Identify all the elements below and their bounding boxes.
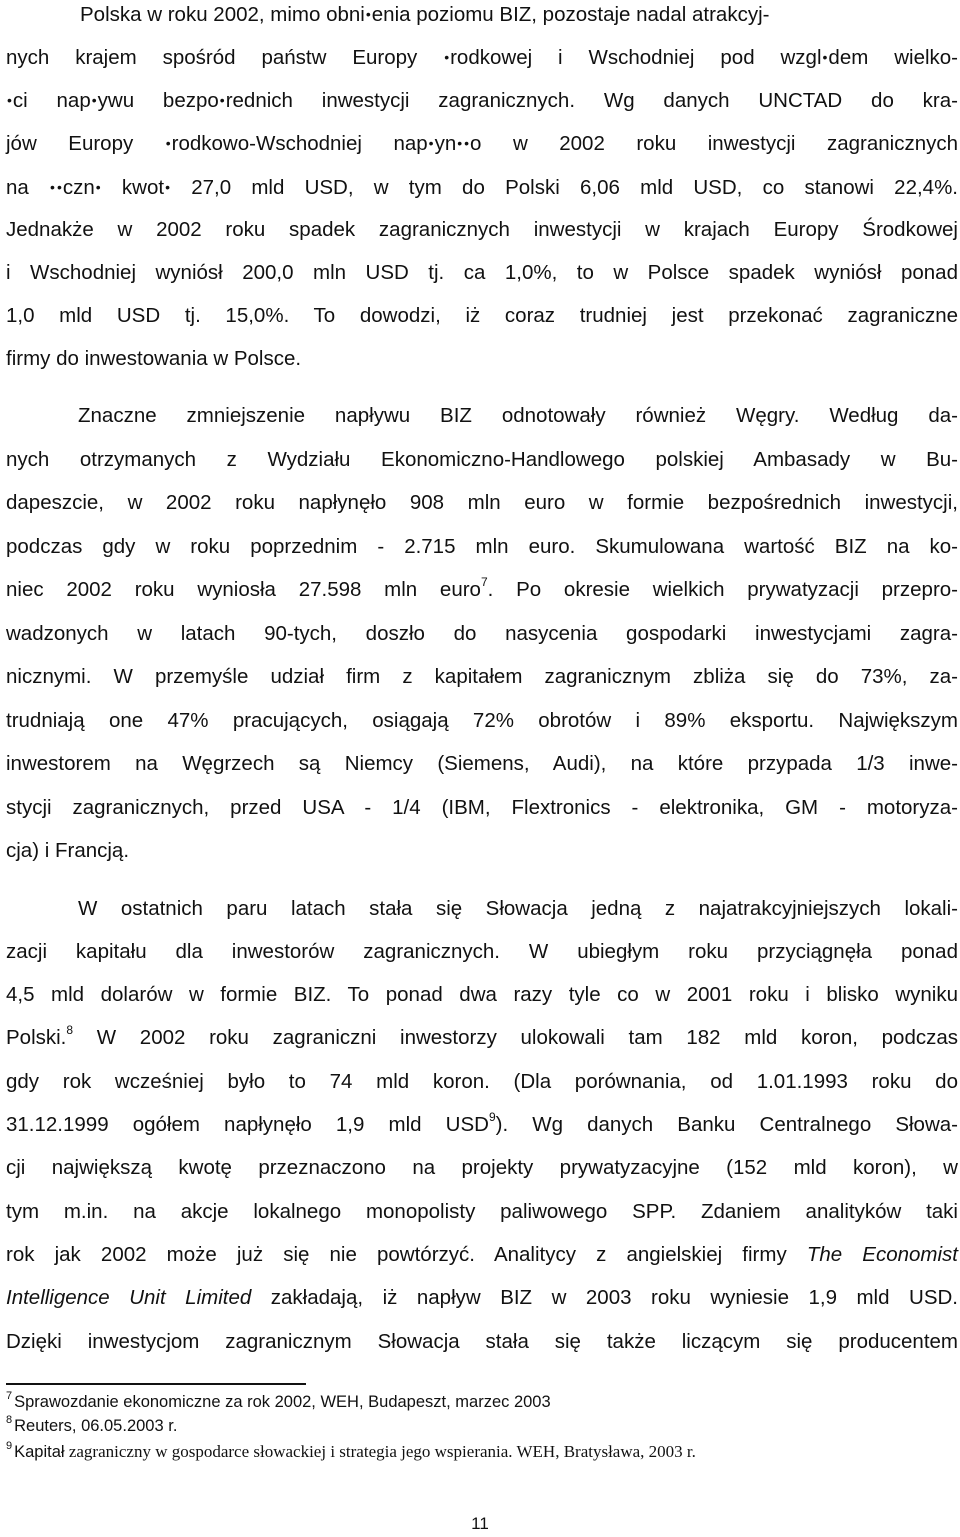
text-line: firmy do inwestowania w Polsce. bbox=[6, 347, 302, 370]
text-line: inwestorem na Węgrzech są Niemcy (Siemens, Audi), na które przypada 1/3 inwe- bbox=[6, 752, 958, 775]
text-line: tym m.in. na akcje lokalnego monopolisty paliwowego SPP. Zdaniem analityków taki bbox=[6, 1200, 958, 1223]
text-line: Polski.$^8$ W 2002 roku zagraniczni inwestorzy ulokowali tam 182 mld koron, podczas bbox=[6, 1023, 958, 1049]
text-line: Jednakże w 2002 roku spadek zagranicznych inwestycji w krajach Europy Środkowej bbox=[6, 218, 958, 241]
text-line: i Wschodniej wyniósł 200,0 mln USD tj. ca 1,0%, to w Polsce spadek wyniósł ponad bbox=[6, 261, 958, 284]
text-line: dapeszcie, w 2002 roku napłynęło 908 mln euro w formie bezpośrednich inwestycji, bbox=[6, 491, 958, 514]
text-line: W ostatnich paru latach stała się Słowacja jedną z najatrakcyjniejszych lokali- bbox=[78, 897, 958, 920]
text-line: rok jak 2002 może już się nie powtórzyć. Analitycy z angielskiej firmy The Economist bbox=[6, 1243, 958, 1266]
text-line: nych krajem spośród państw Europy •rodkowej i Wschodniej pod wzgl•dem wielko- bbox=[6, 46, 958, 69]
text-line: stycji zagranicznych, przed USA - 1/4 (IBM, Flextronics - elektronika, GM - motoryza- bbox=[6, 796, 958, 819]
footnote-ref-9: 9 bbox=[488, 1110, 496, 1124]
text-line: zacji kapitału dla inwestorów zagranicznych. W ubiegłym roku przyciągnęła ponad bbox=[6, 940, 958, 963]
text-line: 4,5 mld dolarów w formie BIZ. To ponad dwa razy tyle co w 2001 roku i blisko wyniku bbox=[6, 983, 958, 1006]
footnote-separator bbox=[6, 1383, 306, 1385]
text-line: Intelligence Unit Limited zakładają, iż napływ BIZ w 2003 roku wyniesie 1,9 mld USD. bbox=[6, 1286, 958, 1309]
text-line: na • •czn• kwot• 27,0 mld USD, w tym do Polski 6,06 mld USD, co stanowi 22,4%. bbox=[6, 176, 958, 199]
text-line: 31.12.1999 ogółem napłynęło 1,9 mld USD$^9$). Wg danych Banku Centralnego Słowa- bbox=[6, 1110, 958, 1136]
footnote-9: $^9$ Kapitał zagraniczny w gospodarce słowackiej i strategia jego wspierania. WEH, Bratysława, 2003 r. bbox=[6, 1440, 696, 1461]
text-line: Polska w roku 2002, mimo obni•enia poziomu BIZ, pozostaje nadal atrakcyj- bbox=[80, 3, 770, 26]
text-line: cji największą kwotę przeznaczono na projekty prywatyzacyjne (152 mld koron), w bbox=[6, 1156, 958, 1179]
text-line: Znaczne zmniejszenie napływu BIZ odnotowały również Węgry. Według da- bbox=[78, 404, 958, 427]
footnote-8: $^8$ Reuters, 06.05.2003 r. bbox=[6, 1414, 178, 1435]
text-line: nych otrzymanych z Wydziału Ekonomiczno-Handlowego polskiej Ambasady w Bu- bbox=[6, 448, 958, 471]
text-line: •ci nap•ywu bezpo•rednich inwestycji zagranicznych. Wg danych UNCTAD do kra- bbox=[7, 89, 958, 112]
text-line: 1,0 mld USD tj. 15,0%. To dowodzi, iż coraz trudniej jest przekonać zagraniczne bbox=[6, 304, 958, 327]
text-line: Dzięki inwestycjom zagranicznym Słowacja stała się także liczącym się producentem bbox=[6, 1330, 958, 1353]
text-line: podczas gdy w roku poprzednim - 2.715 mln euro. Skumulowana wartość BIZ na ko- bbox=[6, 535, 958, 558]
footnote-ref-8: 8 bbox=[66, 1023, 74, 1037]
text-line: niec 2002 roku wyniosła 27.598 mln euro$^7$. Po okresie wielkich prywatyzacji przepro- bbox=[6, 575, 958, 601]
text-line: cja) i Francją. bbox=[6, 839, 130, 862]
text-line: gdy rok wcześniej było to 74 mld koron. (Dla porównania, od 1.01.1993 roku do bbox=[6, 1070, 958, 1093]
text-line: wadzonych w latach 90-tych, doszło do nasycenia gospodarki inwestycjami zagra- bbox=[6, 622, 958, 645]
text-line: trudniają one 47% pracujących, osiągają 72% obrotów i 89% eksportu. Największym bbox=[6, 709, 958, 732]
page-number: 11 bbox=[471, 1514, 489, 1533]
text-line: jów Europy •rodkowo-Wschodniej nap•yn• •o w 2002 roku inwestycji zagranicznych bbox=[6, 132, 959, 155]
footnote-7: $^7$ Sprawozdanie ekonomiczne za rok 2002, WEH, Budapeszt, marzec 2003 bbox=[6, 1390, 551, 1411]
footnote-ref-7: 7 bbox=[480, 575, 488, 589]
text-line: nicznymi. W przemyśle udział firm z kapitałem zagranicznym zbliża się do 73%, za- bbox=[6, 665, 958, 688]
